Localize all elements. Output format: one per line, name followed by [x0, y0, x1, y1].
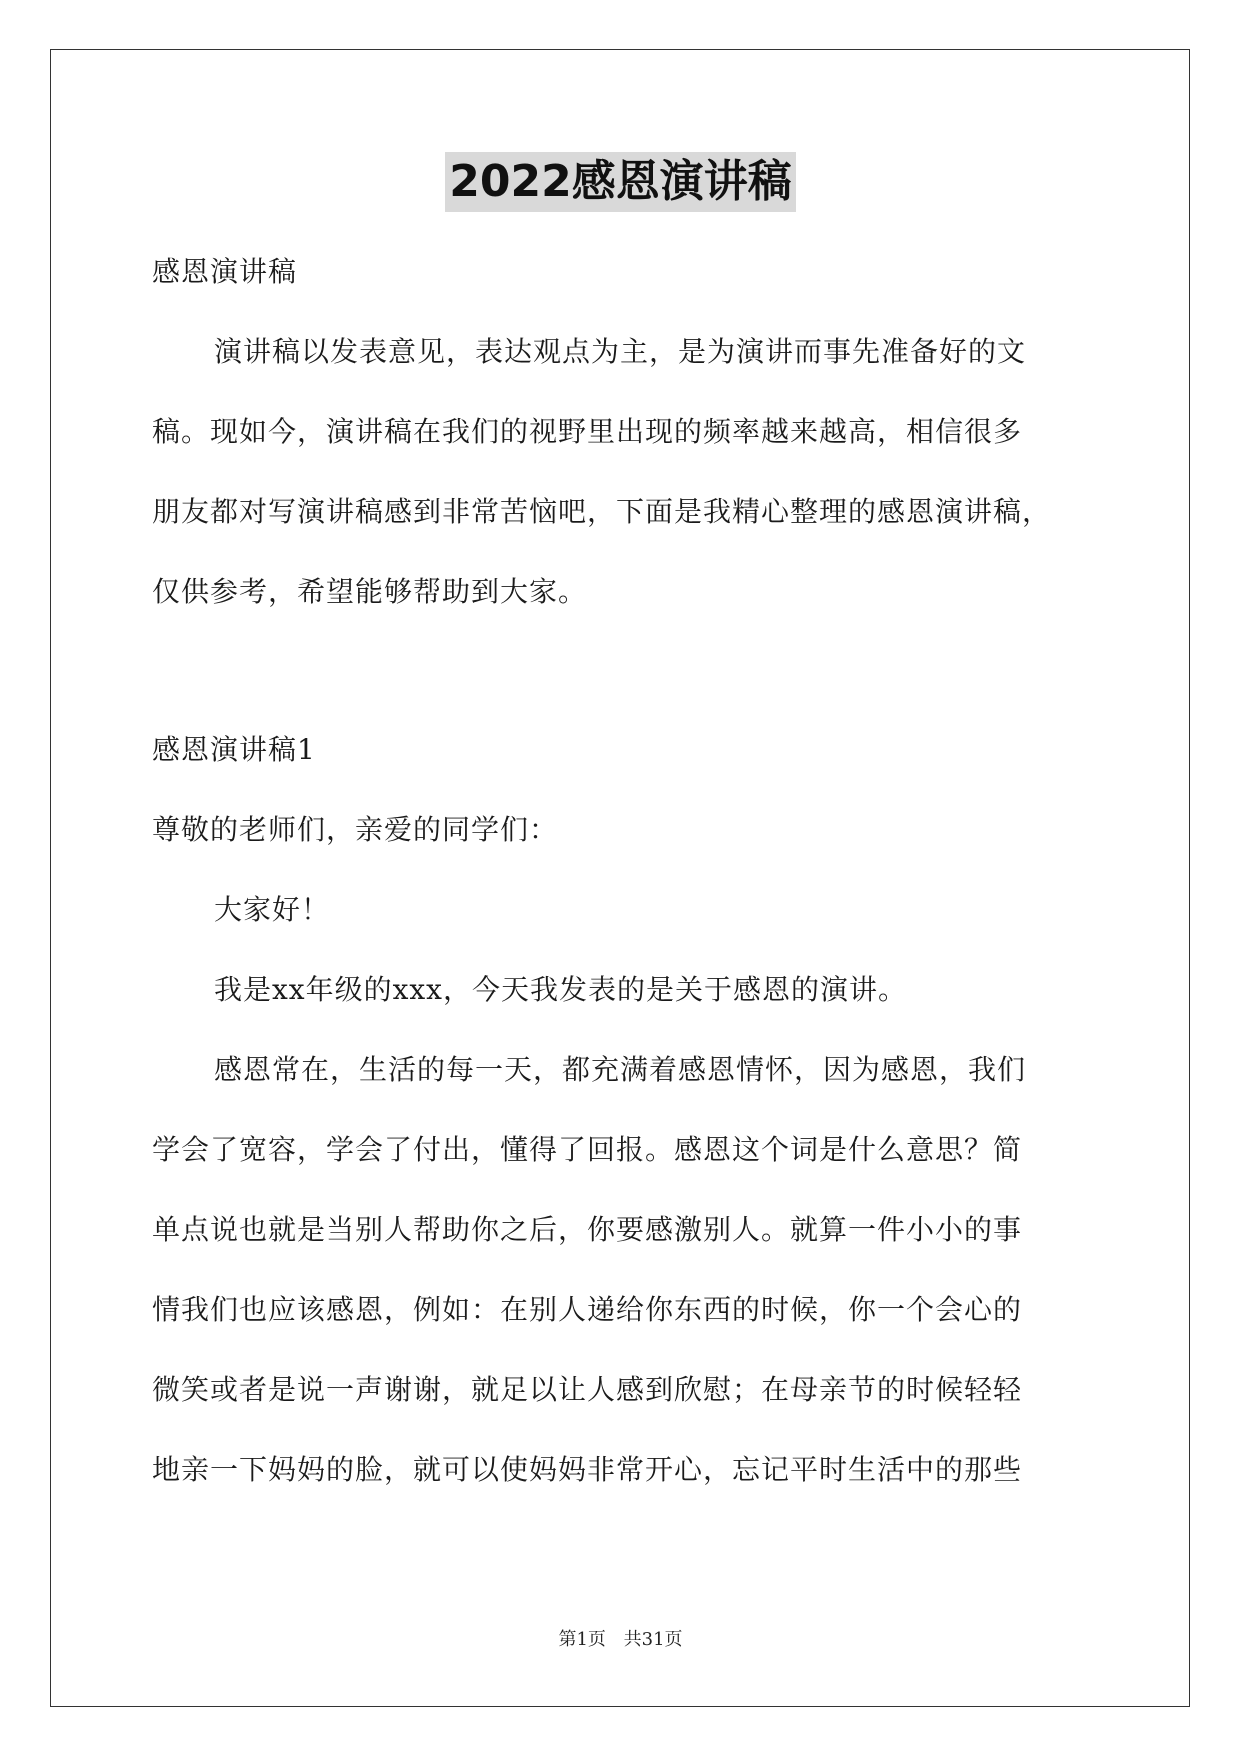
paragraph-line: 感恩常在，生活的每一天，都充满着感恩情怀，因为感恩，我们 [214, 1053, 1027, 1086]
greeting: 大家好！ [214, 893, 331, 926]
paragraph-line: 仅供参考，希望能够帮助到大家。 [152, 575, 588, 608]
paragraph-line: 地亲一下妈妈的脸，就可以使妈妈非常开心，忘记平时生活中的那些 [152, 1453, 1023, 1486]
paragraph-line: 朋友都对写演讲稿感到非常苦恼吧，下面是我精心整理的感恩演讲稿， [152, 495, 1052, 528]
page-number: 第1页 [558, 1629, 606, 1650]
salutation: 尊敬的老师们，亲爱的同学们： [152, 813, 559, 846]
page-footer [0, 1628, 1241, 1652]
paragraph-line: 我是xx年级的xxx，今天我发表的是关于感恩的演讲。 [214, 973, 907, 1006]
paragraph-line: 单点说也就是当别人帮助你之后，你要感激别人。就算一件小小的事 [152, 1213, 1023, 1246]
paragraph-line: 情我们也应该感恩，例如：在别人递给你东西的时候，你一个会心的 [152, 1293, 1023, 1326]
paragraph-line: 演讲稿以发表意见，表达观点为主，是为演讲而事先准备好的文 [214, 335, 1027, 368]
paragraph-line: 学会了宽容，学会了付出，懂得了回报。感恩这个词是什么意思？简 [152, 1133, 1023, 1166]
paragraph-line: 稿。现如今，演讲稿在我们的视野里出现的频率越来越高，相信很多 [152, 415, 1023, 448]
paragraph-line: 微笑或者是说一声谢谢，就足以让人感到欣慰；在母亲节的时候轻轻 [152, 1373, 1023, 1406]
page-total: 共31页 [623, 1629, 683, 1650]
section-heading: 感恩演讲稿 [152, 255, 298, 288]
section-heading: 感恩演讲稿1 [152, 733, 316, 766]
title-container [0, 152, 1241, 212]
document-title: 2022感恩演讲稿 [445, 152, 795, 212]
